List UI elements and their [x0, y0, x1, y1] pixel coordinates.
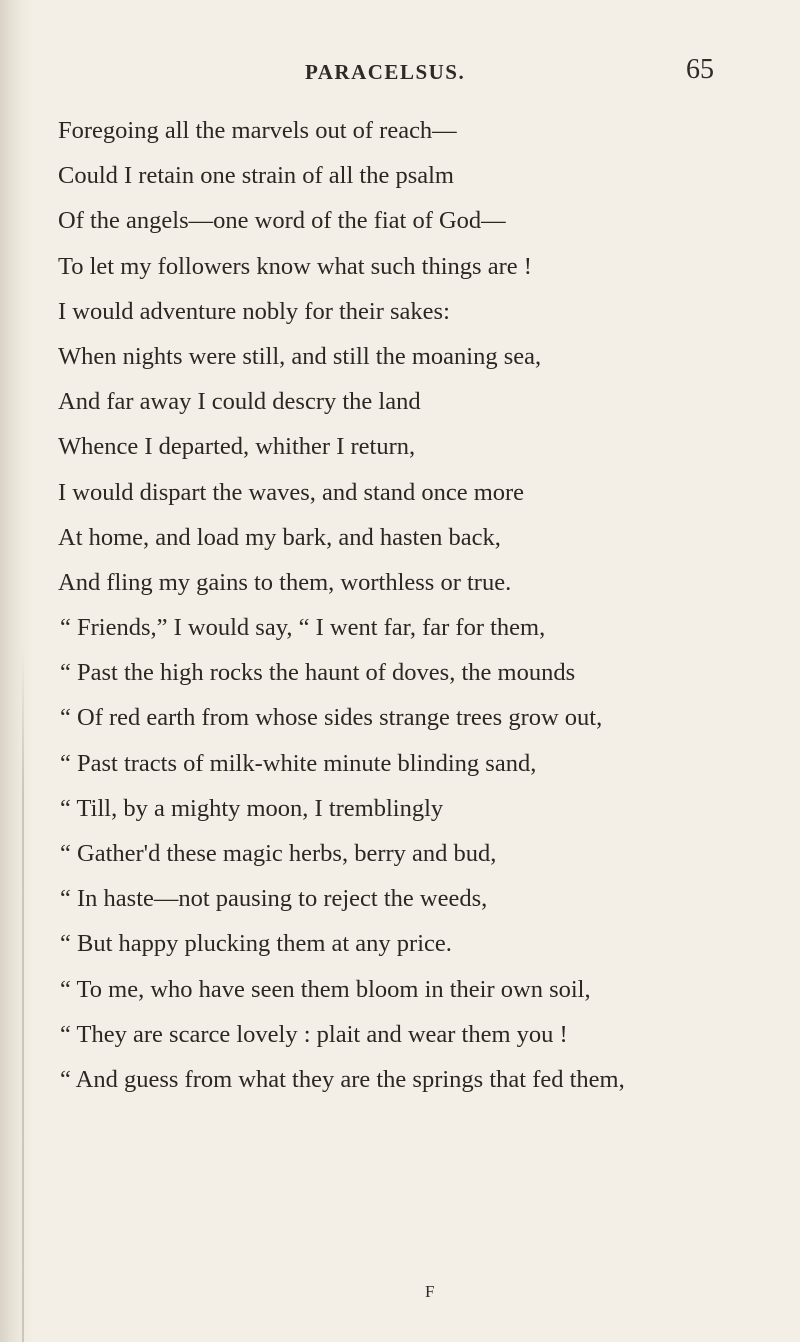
poem-line: At home, and load my bark, and hasten back, — [58, 523, 501, 551]
poem-line: “ Friends,” I would say, “ I went far, far for them, — [60, 614, 546, 642]
poem-line: “ Till, by a mighty moon, I tremblingly — [60, 794, 444, 822]
poem-line: Foregoing all the marvels out of reach— — [58, 117, 457, 144]
poem-line: “ To me, who have seen them bloom in their own soil, — [60, 975, 591, 1003]
poem-line: To let my followers know what such things are ! — [58, 252, 532, 280]
poem-line: I would adventure nobly for their sakes: — [58, 297, 450, 325]
poem-text — [58, 108, 778, 1102]
poem-line: And fling my gains to them, worthless or true. — [58, 568, 512, 596]
poem-line: “ In haste—not pausing to reject the weeds, — [60, 885, 488, 913]
poem-line: “ They are scarce lovely : plait and wear them you ! — [60, 1020, 568, 1048]
running-head: PARACELSUS. — [305, 60, 466, 84]
binding-shadow — [22, 650, 24, 1342]
page-number: 65 — [686, 54, 714, 85]
poem-line: Could I retain one strain of all the psalm — [58, 162, 454, 190]
poem-line: I would dispart the waves, and stand once more — [58, 478, 525, 506]
poem-line: And far away I could descry the land — [58, 388, 421, 416]
page-header — [0, 52, 800, 92]
poem-line: When nights were still, and still the moaning sea, — [58, 342, 542, 370]
poem-line: Whence I departed, whither I return, — [58, 433, 416, 461]
poem-line: “ Past tracts of milk-white minute blinding sand, — [60, 749, 537, 777]
poem-line: “ But happy plucking them at any price. — [60, 930, 452, 958]
poem-line: “ Of red earth from whose sides strange trees grow out, — [60, 704, 603, 732]
poem-line: “ Past the high rocks the haunt of doves, the mounds — [60, 659, 576, 687]
poem-line: “ And guess from what they are the springs that fed them, — [60, 1065, 625, 1093]
poem-line: Of the angels—one word of the fiat of God— — [58, 207, 506, 235]
page-gutter — [0, 0, 34, 1342]
poem-line: “ Gather'd these magic herbs, berry and bud, — [60, 840, 497, 867]
signature-mark: F — [425, 1282, 435, 1301]
